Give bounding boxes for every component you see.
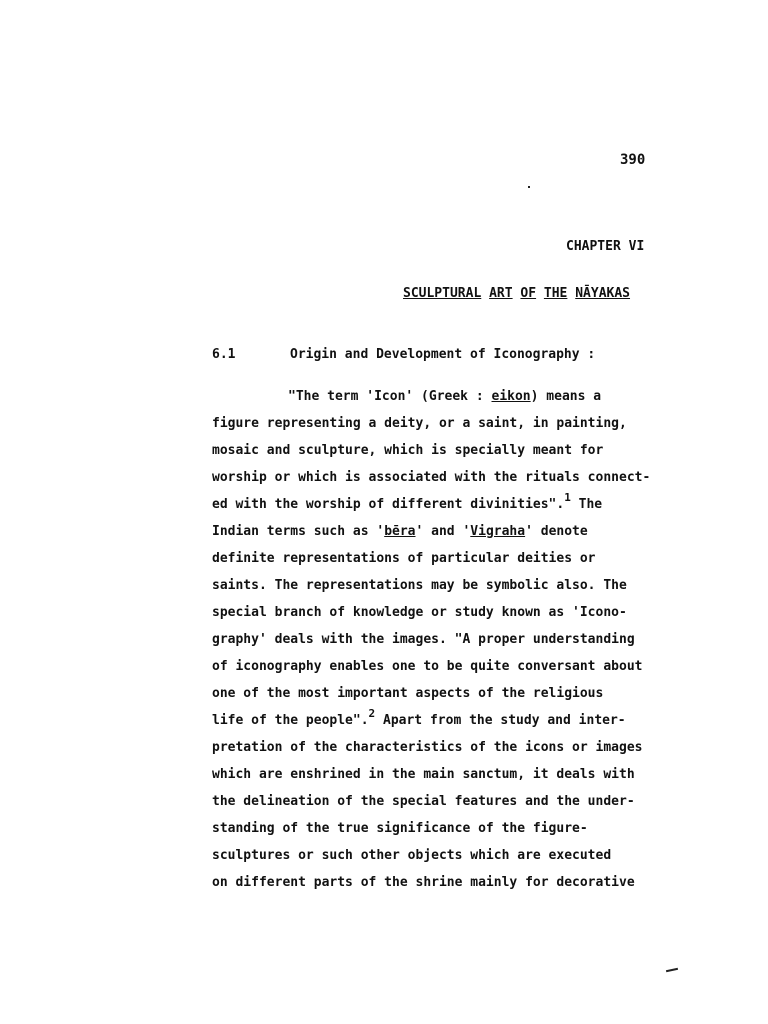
section-heading [212, 347, 595, 362]
chapter-title-word: SCULPTURAL [403, 286, 482, 301]
emphasized-term: Vigraha [470, 524, 526, 539]
chapter-title-word: NĀYAKAS [575, 286, 631, 301]
body-paragraph [212, 388, 672, 901]
text-line: the delineation of the special features and the under- [212, 794, 635, 809]
text-line: worship or which is associated with the rituals connect- [212, 470, 651, 485]
section-number: 6.1 [212, 347, 236, 362]
text-line: which are enshrined in the main sanctum, it deals with [212, 767, 635, 782]
text-line [212, 523, 672, 550]
text-line: one of the most important aspects of the religious [212, 686, 604, 701]
text-line: special branch of knowledge or study known as 'Icono- [212, 605, 627, 620]
text-line: standing of the true significance of the figure- [212, 821, 588, 836]
text-line: graphy' deals with the images. "A proper understanding [212, 632, 635, 647]
text-segment: ) means a [530, 389, 602, 404]
text-segment: "The term 'Icon' (Greek : [288, 389, 492, 404]
text-segment: ' denote [525, 524, 588, 539]
text-line: on different parts of the shrine mainly for decorative [212, 875, 635, 890]
emphasized-term: bēra [384, 524, 416, 539]
text-segment: Apart from the study and inter- [375, 713, 626, 728]
chapter-title [403, 286, 630, 301]
page-number: 390 [620, 152, 646, 168]
scan-speck [528, 186, 530, 188]
text-segment: The [570, 497, 603, 512]
text-line [212, 491, 672, 523]
text-line [212, 388, 672, 415]
chapter-heading: CHAPTER VI [566, 239, 645, 254]
footnote-marker: 1 [564, 491, 571, 504]
text-line: mosaic and sculpture, which is specially meant for [212, 443, 604, 458]
scan-speck [666, 968, 678, 972]
text-line: saints. The representations may be symbolic also. The [212, 578, 627, 593]
footnote-marker: 2 [368, 707, 376, 720]
chapter-title-word: THE [543, 286, 568, 301]
text-line [212, 707, 672, 739]
text-segment: ed with the worship of different divinities". [212, 497, 565, 512]
emphasized-term: eikon [491, 389, 531, 404]
text-line: of iconography enables one to be quite conversant about [212, 659, 643, 674]
chapter-title-word: OF [520, 286, 537, 301]
text-segment: life of the people". [212, 713, 369, 728]
text-line: pretation of the characteristics of the icons or images [212, 740, 643, 755]
text-line: definite representations of particular deities or [212, 551, 596, 566]
section-title: Origin and Development of Iconography : [290, 347, 596, 362]
text-segment: Indian terms such as ' [212, 524, 385, 539]
text-line: figure representing a deity, or a saint, in painting, [212, 416, 627, 431]
text-segment: ' and ' [415, 524, 471, 539]
chapter-title-word: ART [489, 286, 513, 301]
text-line: sculptures or such other objects which are executed [212, 848, 612, 863]
